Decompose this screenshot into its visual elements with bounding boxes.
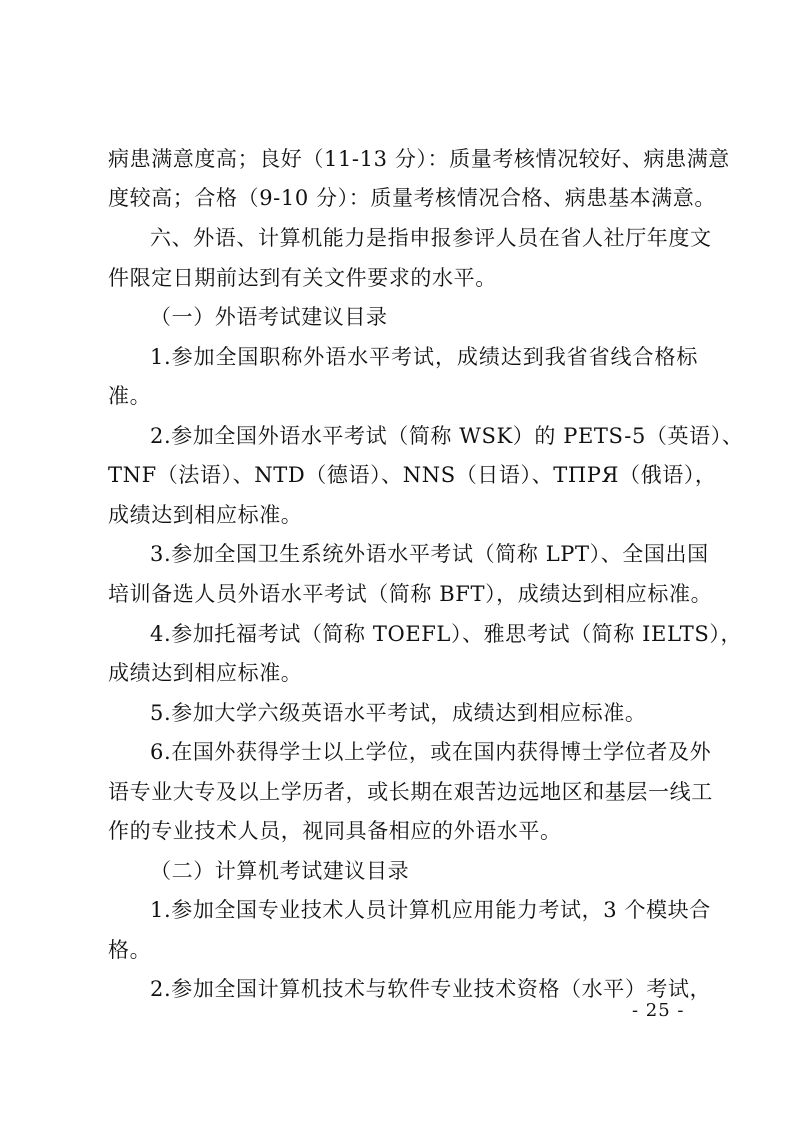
text-line-10: 成绩达到相应标准。: [108, 503, 303, 527]
text-line-4: 件限定日期前达到有关文件要求的水平。: [108, 266, 497, 290]
text-line-12: 培训备选人员外语水平考试（简称 BFT），成绩达到相应标准。: [108, 582, 713, 606]
text-line-2: 度较高；合格（9-10 分）：质量考核情况合格、病患基本满意。: [108, 186, 716, 210]
text-line-3: 六、外语、计算机能力是指申报参评人员在省人社厅年度文: [150, 226, 712, 250]
text-line-1: 病患满意度高；良好（11-13 分）：质量考核情况较好、病患满意: [108, 147, 730, 171]
text-line-16: 6.在国外获得学士以上学位，或在国内获得博士学位者及外: [150, 740, 712, 764]
text-line-9: TNF（法语）、NTD（德语）、NNS（日语）、ТПРЯ（俄语），: [108, 463, 717, 487]
section-heading-foreign-language: （一）外语考试建议目录: [150, 305, 388, 329]
text-line-21: 格。: [108, 938, 152, 962]
text-line-13: 4.参加托福考试（简称 TOEFL）、雅思考试（简称 IELTS），: [150, 622, 743, 646]
text-line-22: 2.参加全国计算机技术与软件专业技术资格（水平）考试，: [150, 977, 712, 1001]
text-line-8: 2.参加全国外语水平考试（简称 WSK）的 PETS-5（英语）、: [150, 424, 744, 448]
text-line-18: 作的专业技术人员，视同具备相应的外语水平。: [108, 819, 562, 843]
text-line-7: 准。: [108, 384, 152, 408]
section-heading-computer: （二）计算机考试建议目录: [150, 859, 410, 883]
text-line-17: 语专业大专及以上学历者，或长期在艰苦边远地区和基层一线工: [108, 780, 713, 804]
text-line-11: 3.参加全国卫生系统外语水平考试（简称 LPT）、全国出国: [150, 542, 709, 566]
page-number: - 25 -: [632, 1000, 685, 1021]
text-line-20: 1.参加全国专业技术人员计算机应用能力考试，3 个模块合: [150, 898, 711, 922]
text-line-15: 5.参加大学六级英语水平考试，成绩达到相应标准。: [150, 701, 647, 725]
text-line-6: 1.参加全国职称外语水平考试，成绩达到我省省线合格标: [150, 345, 698, 369]
text-line-14: 成绩达到相应标准。: [108, 661, 303, 685]
